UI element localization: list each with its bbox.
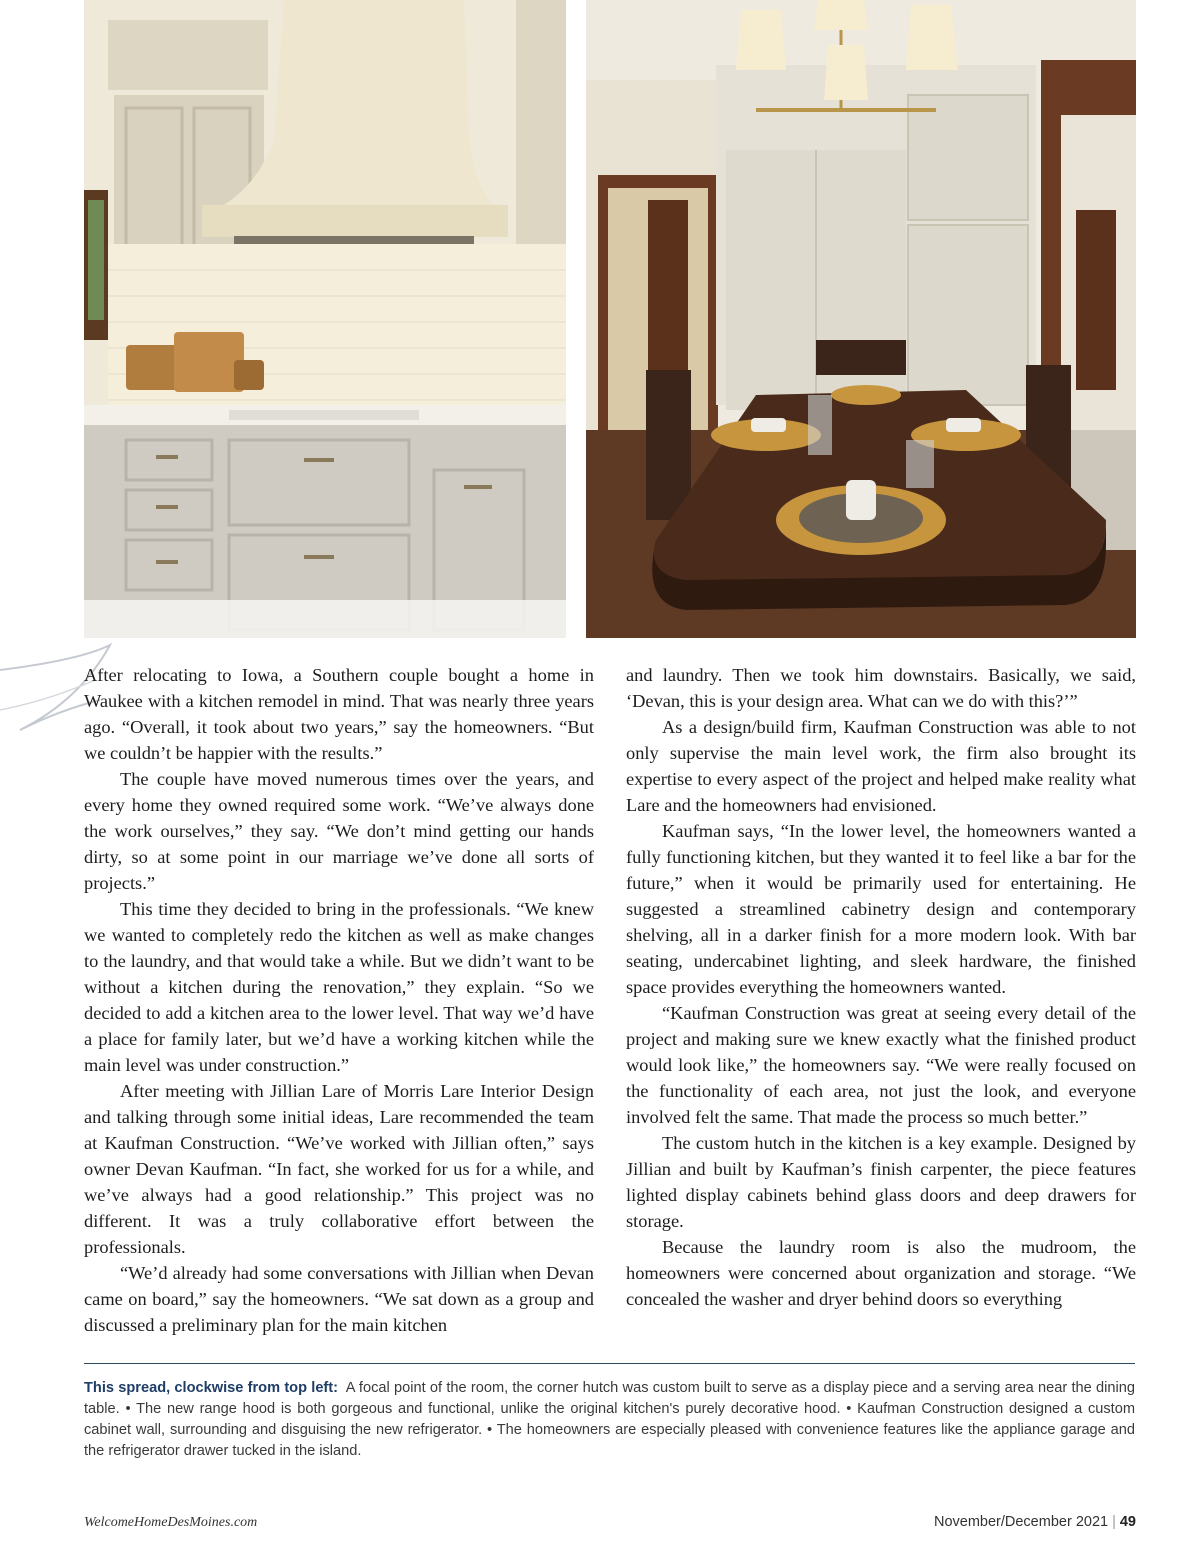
article-paragraph: This time they decided to bring in the professionals. “We knew we wanted to completely redo the kitchen as well as make changes to the laundry, and that would take a while. But we didn’t want to be without a kitchen during the renovation,” they explain. “So we decided to add a kitchen area to the lower level. That way we’d have a place for family later, but we’d have a working kitchen while the main level was under construction.”: [84, 899, 594, 1075]
article-paragraph: “We’d already had some conversations with Jillian when Devan came on board,” say the homeowners. “We sat down as a group and discussed a preliminary plan for the main kitchen: [84, 1263, 594, 1335]
article-right-column: [626, 662, 1136, 1312]
article-left-column: [84, 662, 594, 1338]
photo-caption: [84, 1378, 1135, 1462]
article-paragraph: Because the laundry room is also the mudroom, the homeowners were concerned about organization and storage. “We concealed the washer and dryer behind doors so everything: [626, 1237, 1136, 1309]
footer-issue: November/December 2021: [933, 1514, 1109, 1530]
article-paragraph: “Kaufman Construction was great at seeing every detail of the project and making sure we knew exactly what the finished product would look like,” the homeowners say. “We were really focused on the functionality of each area, not just the look, and everyone involved felt the same. That made the process so much better.”: [626, 1003, 1136, 1127]
caption-text: A focal point of the room, the corner hutch was custom built to serve as a display piece and a serving area near the dining table. • The new range hood is both gorgeous and functional, unlike the original kitchen's purely decorative hood. • Kaufman Construction designed a custom cabinet wall, surrounding and disguising the new refrigerator. • The homeowners are especially pleased with convenience features like the appliance garage and the refrigerator drawer tucked in the island.: [84, 1380, 1135, 1459]
caption-lead: This spread, clockwise from top left:: [84, 1380, 339, 1396]
caption-divider: [84, 1363, 1135, 1364]
footer-website: WelcomeHomeDesMoines.com: [84, 1515, 258, 1530]
range-hood-kitchen-photo: [84, 0, 566, 638]
article-paragraph: The couple have moved numerous times over the years, and every home they owned required some work. “We’ve always done the work ourselves,” they say. “We don’t mind getting our hands dirty, so at some point in our marriage we’ve done all sorts of projects.”: [84, 769, 594, 893]
footer-folio: [934, 1514, 1136, 1530]
article-paragraph: The custom hutch in the kitchen is a key example. Designed by Jillian and built by Kaufman’s finish carpenter, the piece features lighted display cabinets behind glass doors and deep drawers for storage.: [626, 1133, 1136, 1231]
footer-separator: |: [1112, 1514, 1116, 1530]
article-paragraph: As a design/build firm, Kaufman Construction was able to not only supervise the main level work, the firm also brought its expertise to every aspect of the project and helped make reality what Lare and the homeowners had envisioned.: [626, 717, 1136, 815]
article-paragraph: After meeting with Jillian Lare of Morris Lare Interior Design and talking through some initial ideas, Lare recommended the team at Kaufman Construction. “We’ve worked with Jillian often,” says owner Devan Kaufman. “In fact, she worked for us for a while, and we’ve always had a good relationship.” This project was no different. It was a truly collaborative effort between the professionals.: [84, 1081, 594, 1257]
article-paragraph: After relocating to Iowa, a Southern couple bought a home in Waukee with a kitchen remodel in mind. That was nearly three years ago. “Overall, it took about two years,” say the homeowners. “But we couldn’t be happier with the results.”: [84, 665, 594, 763]
page-number: 49: [1119, 1514, 1136, 1530]
article-paragraph: and laundry. Then we took him downstairs. Basically, we said, ‘Devan, this is your design area. What can we do with this?’”: [626, 665, 1136, 711]
article-paragraph: Kaufman says, “In the lower level, the homeowners wanted a fully functioning kitchen, but they wanted it to feel like a bar for the future,” when it would be primarily used for entertaining. He suggested a streamlined cabinetry design and contemporary shelving, all in a darker finish for a more modern look. With bar seating, undercabinet lighting, and sleek hardware, the finished space provides everything the homeowners wanted.: [626, 821, 1136, 997]
dining-room-cabinet-wall-photo: [586, 0, 1136, 638]
